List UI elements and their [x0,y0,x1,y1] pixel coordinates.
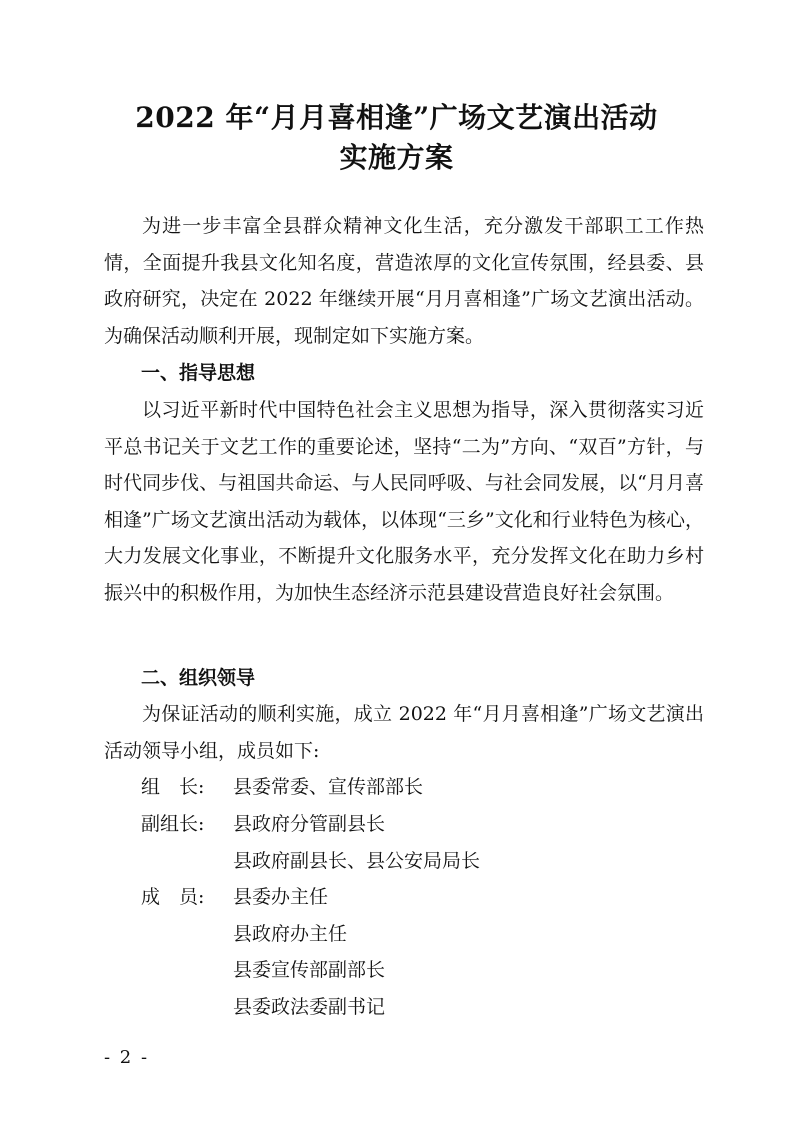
intro-paragraph: 为进一步丰富全县群众精神文化生活，充分激发干部职工工作热情，全面提升我县文化知名度，营造浓厚的文化宣传氛围，经县委、县政府研究，决定在 2022 年继续开展“月月喜相逢”广场文艺演出活动。为确保活动顺利开展，现制定如下实施方案。 [104,215,704,347]
member-value: 县委政法委副书记 [233,996,386,1018]
page-number: - 2 - [104,1047,150,1068]
member-value: 县委办主任 [233,886,329,908]
leader-value: 县委常委、宣传部部长 [233,776,424,798]
deputy-label: 副组长: [141,813,205,835]
leader-label: 组 长: [141,776,205,798]
member-value: 县政府办主任 [233,923,348,945]
section-1-heading: 一、指导思想 [141,362,256,384]
document-title-line-2: 实施方案 [339,141,454,174]
section-2-paragraph: 为保证活动的顺利实施，成立 2022 年“月月喜相逢”广场文艺演出活动领导小组，成员如下: [104,703,704,762]
deputy-value: 县政府分管副县长 [233,813,386,835]
deputy-value: 县政府副县长、县公安局局长 [233,850,481,872]
document-title-line-1: 2022 年“月月喜相逢”广场文艺演出活动 [135,101,658,134]
section-2-heading: 二、组织领导 [141,667,256,689]
member-value: 县委宣传部副部长 [233,959,386,981]
section-1-paragraph: 以习近平新时代中国特色社会主义思想为指导，深入贯彻落实习近平总书记关于文艺工作的重要论述，坚持“二为”方向、“双百”方针，与时代同步伐、与祖国共命运、与人民同呼吸、与社会同发展，以“月月喜相逢”广场文艺演出活动为载体，以体现“三乡”文化和行业特色为核心，大力发展文化事业，不断提升文化服务水平，充分发挥文化在助力乡村振兴中的积极作用，为加快生态经济示范县建设营造良好社会氛围。 [104,399,704,604]
member-label: 成 员: [141,886,205,908]
